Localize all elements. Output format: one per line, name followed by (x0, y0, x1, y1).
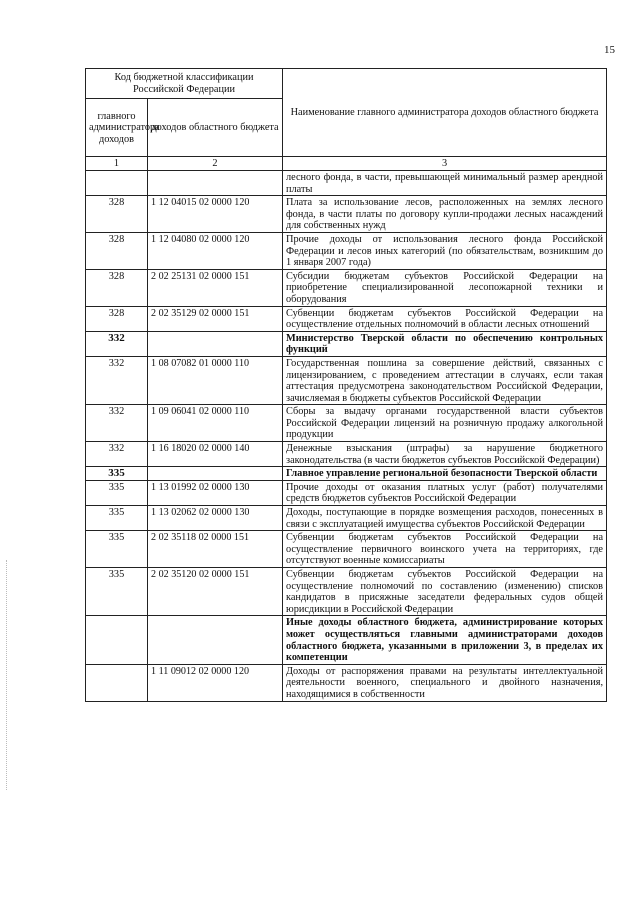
admin-code-cell (86, 664, 148, 701)
description-cell: Субсидии бюджетам субъектов Российской Федерации на приобретение специализированной лесопожарной техники и оборудования (283, 269, 607, 306)
description-cell: Плата за использование лесов, расположенных на землях лесного фонда, в части платы по договору купли-продажи лесных насаждений для собственных нужд (283, 196, 607, 233)
description-cell: Доходы, поступающие в порядке возмещения расходов, понесенных в связи с эксплуатацией имущества субъектов Российской Федерации (283, 506, 607, 531)
admin-code-cell: 335 (86, 531, 148, 568)
description-cell: Иные доходы областного бюджета, администрирование которых может осуществляться главными администраторами доходов областного бюджета, указанными в приложении 3, в пределах их компетенции (283, 616, 607, 664)
description-cell: Субвенции бюджетам субъектов Российской Федерации на осуществление полномочий по составлению (изменению) списков кандидатов в присяжные заседатели федеральных судов общей юрисдикции в Российской Федерации (283, 568, 607, 616)
table-row (86, 269, 607, 306)
table-row (86, 480, 607, 505)
description-cell: Прочие доходы от оказания платных услуг (работ) получателями средств бюджетов субъектов Российской Федерации (283, 480, 607, 505)
admin-code-cell: 335 (86, 506, 148, 531)
table-row (86, 442, 607, 467)
description-cell: Субвенции бюджетам субъектов Российской Федерации на осуществление первичного воинского учета на территориях, где отсутствуют военные комиссариаты (283, 531, 607, 568)
admin-code-cell: 328 (86, 306, 148, 331)
admin-code-cell (86, 616, 148, 664)
header-name-column: Наименование главного администратора доходов областного бюджета (283, 69, 607, 157)
description-cell: Сборы за выдачу органами государственной власти субъектов Российской Федерации лицензий на розничную продажу алкогольной продукции (283, 405, 607, 442)
description-cell: Денежные взыскания (штрафы) за нарушение бюджетного законодательства (в части бюджетов субъектов Российской Федерации) (283, 442, 607, 467)
admin-code-cell: 335 (86, 568, 148, 616)
table-row (86, 306, 607, 331)
admin-code-cell: 328 (86, 269, 148, 306)
header-group-title: Код бюджетной классификации Российской Федерации (86, 69, 283, 99)
description-cell: лесного фонда, в части, превышающей минимальный размер арендной платы (283, 171, 607, 196)
table-body (86, 171, 607, 702)
table-row (86, 616, 607, 664)
table-row (86, 531, 607, 568)
admin-code-cell: 332 (86, 442, 148, 467)
description-cell: Прочие доходы от использования лесного фонда Российской Федерации и лесов иных категорий (по обязательствам, возникшим до 1 января 2007 года) (283, 232, 607, 269)
description-cell: Субвенции бюджетам субъектов Российской Федерации на осуществление отдельных полномочий в области лесных отношений (283, 306, 607, 331)
description-cell: Министерство Тверской области по обеспечению контрольных функций (283, 331, 607, 356)
budget-classification-table (85, 68, 607, 702)
column-number-1: 1 (86, 157, 148, 171)
admin-code-cell: 328 (86, 232, 148, 269)
budget-code-cell (148, 171, 283, 196)
table-row (86, 356, 607, 404)
budget-code-cell (148, 331, 283, 356)
binding-edge (6, 560, 8, 790)
admin-code-cell: 332 (86, 331, 148, 356)
header-admin-column: главного администратора доходов (86, 99, 148, 157)
description-cell: Государственная пошлина за совершение действий, связанных с лицензированием, с проведением аттестации в случаях, если такая аттестация предусмотрена законодательством Российской Федерации, зачисляемая в бюджеты субъектов Российской Федерации (283, 356, 607, 404)
table-row (86, 664, 607, 701)
budget-code-cell: 1 08 07082 01 0000 110 (148, 356, 283, 404)
budget-code-cell: 1 13 01992 02 0000 130 (148, 480, 283, 505)
table-row (86, 232, 607, 269)
budget-code-cell: 2 02 25131 02 0000 151 (148, 269, 283, 306)
budget-code-cell: 1 13 02062 02 0000 130 (148, 506, 283, 531)
admin-code-cell: 328 (86, 196, 148, 233)
budget-code-cell: 1 16 18020 02 0000 140 (148, 442, 283, 467)
admin-code-cell (86, 171, 148, 196)
budget-code-cell: 2 02 35129 02 0000 151 (148, 306, 283, 331)
table-row (86, 506, 607, 531)
table-row (86, 171, 607, 196)
description-cell: Главное управление региональной безопасности Тверской области (283, 467, 607, 481)
column-number-2: 2 (148, 157, 283, 171)
admin-code-cell: 335 (86, 467, 148, 481)
budget-code-cell: 1 09 06041 02 0000 110 (148, 405, 283, 442)
budget-code-cell (148, 467, 283, 481)
header-code-column: доходов областного бюджета (148, 99, 283, 157)
table-row (86, 405, 607, 442)
description-cell: Доходы от распоряжения правами на результаты интеллектуальной деятельности военного, специального и двойного назначения, находящимися в собственности (283, 664, 607, 701)
column-number-3: 3 (283, 157, 607, 171)
table-row (86, 568, 607, 616)
admin-code-cell: 332 (86, 405, 148, 442)
admin-code-cell: 332 (86, 356, 148, 404)
budget-code-cell: 1 12 04080 02 0000 120 (148, 232, 283, 269)
budget-code-cell: 2 02 35118 02 0000 151 (148, 531, 283, 568)
budget-code-cell: 2 02 35120 02 0000 151 (148, 568, 283, 616)
budget-code-cell: 1 12 04015 02 0000 120 (148, 196, 283, 233)
table-row (86, 196, 607, 233)
budget-code-cell: 1 11 09012 02 0000 120 (148, 664, 283, 701)
page-number: 15 (604, 44, 615, 56)
admin-code-cell: 335 (86, 480, 148, 505)
table-row (86, 467, 607, 481)
table-row (86, 331, 607, 356)
budget-code-cell (148, 616, 283, 664)
